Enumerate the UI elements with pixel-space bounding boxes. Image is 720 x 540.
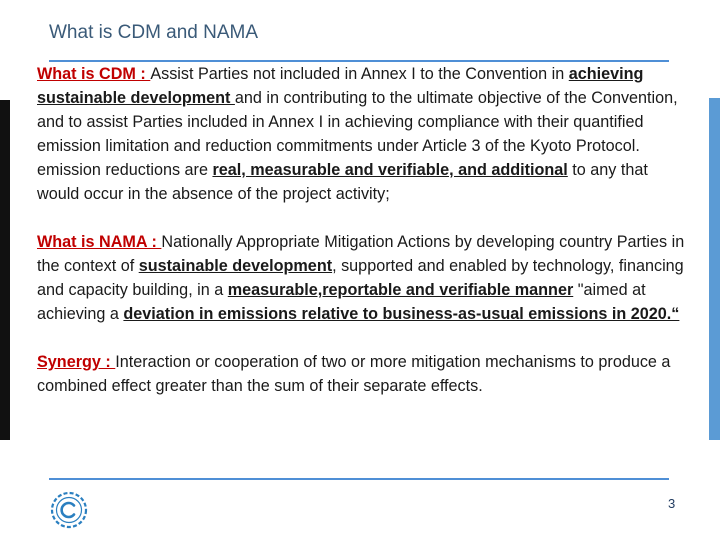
cdm-text-3: to any that would occur in the absence of the project activity; [37, 161, 648, 203]
slide-body [37, 62, 692, 398]
page-number: 3 [668, 496, 676, 511]
cdm-emphasis-1: achieving sustainable development [37, 65, 644, 107]
synergy-paragraph [37, 350, 692, 398]
cdm-paragraph [37, 62, 692, 206]
nama-text-2: , supported and enabled by technology, financing and capacity building, in a [37, 257, 684, 299]
nama-text-1: Nationally Appropriate Mitigation Actions by developing country Parties in the context of [37, 233, 685, 275]
right-accent-bar [709, 98, 720, 440]
nama-text-3: "aimed at achieving a [37, 281, 646, 323]
nama-emphasis-2: measurable,reportable and verifiable manner [227, 281, 574, 299]
cdm-term: What is CDM : [37, 65, 151, 83]
unfccc-logo-icon [50, 491, 88, 529]
slide-title: What is CDM and NAMA [49, 22, 259, 43]
nama-term: What is NAMA : [37, 233, 162, 251]
left-accent-bar [0, 100, 10, 440]
cdm-text-2: and in contributing to the ultimate objective of the Convention, and to assist Parties included in Annex I in achieving compliance with their quantified emission limitation and reduction commitments under Article 3 of the Kyoto Protocol. emission reductions are [37, 89, 678, 179]
synergy-text-1: Interaction or cooperation of two or more mitigation mechanisms to produce a combined effect greater than the sum of their separate effects. [37, 353, 671, 395]
cdm-emphasis-2: real, measurable and verifiable, and additional [212, 161, 568, 179]
nama-emphasis-3: deviation in emissions relative to business-as-usual emissions in 2020.“ [123, 305, 680, 323]
cdm-text-1: Assist Parties not included in Annex I to the Convention in [150, 65, 569, 83]
nama-emphasis-1: sustainable development [138, 257, 333, 275]
nama-paragraph [37, 230, 692, 326]
synergy-term: Synergy : [37, 353, 116, 371]
footer-divider [49, 478, 669, 480]
